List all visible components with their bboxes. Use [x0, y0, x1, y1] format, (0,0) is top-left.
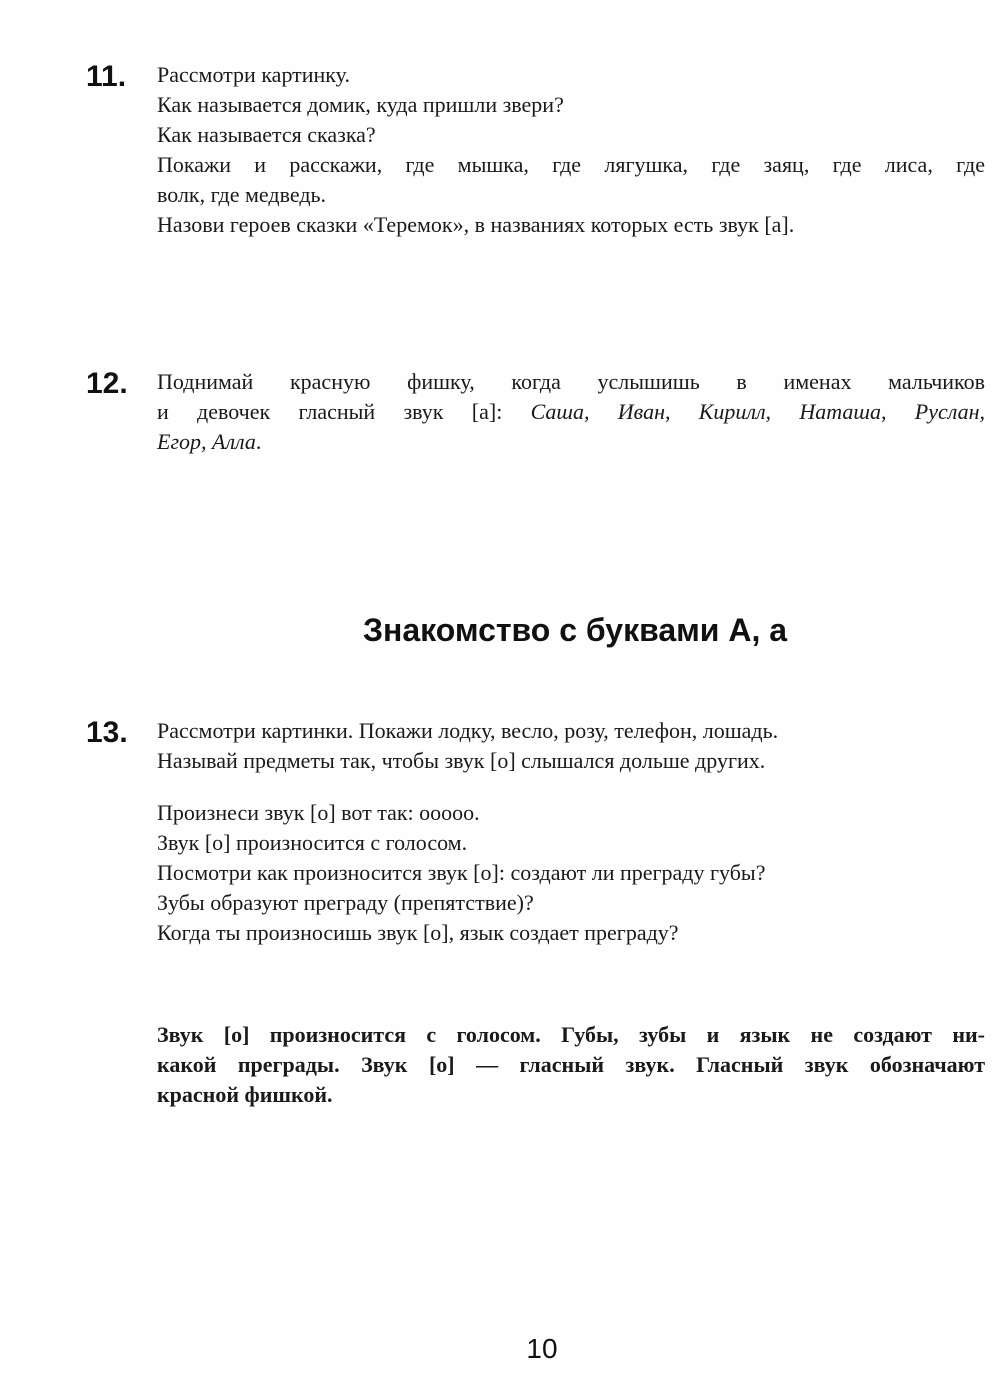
rule-line: Звук [о] произносится с голосом. Губы, зубы и язык не создают ни-: [157, 1022, 985, 1047]
task-number: 11.: [86, 60, 127, 93]
task-line: Поднимай красную фишку, когда услышишь в именах мальчиков: [157, 369, 985, 394]
task-line: Покажи и расскажи, где мышка, где лягушка, где заяц, где лиса, где: [157, 152, 985, 177]
task-line: Как называется сказка?: [157, 122, 376, 147]
question-line: Звук [о] произносится с голосом.: [157, 830, 468, 855]
spacer: [157, 776, 985, 798]
task-number: 12.: [86, 367, 128, 400]
question-line: Произнеси звук [о] вот так: ооооо.: [157, 800, 480, 825]
task-line: Рассмотри картинки. Покажи лодку, весло, розу, телефон, лошадь.: [157, 718, 779, 743]
page-number: 10: [526, 1333, 558, 1364]
task-line: Назови героев сказки «Теремок», в названиях которых есть звук [а].: [157, 212, 795, 237]
task-line: Рассмотри картинку.: [157, 62, 350, 87]
task-line: [157, 397, 985, 427]
task-body: [157, 60, 985, 240]
task-body: [157, 367, 985, 457]
question-line: Посмотри как произносится звук [о]: создают ли преграду губы?: [157, 860, 766, 885]
names-list: Саша, Иван, Кирилл, Наташа, Руслан,: [530, 399, 985, 424]
task-text: .: [255, 429, 262, 454]
rule-line: красной фишкой.: [157, 1082, 333, 1107]
question-line: Зубы образуют преграду (препятствие)?: [157, 890, 534, 915]
task-line: [157, 427, 985, 457]
task-text: и девочек гласный звук [а]:: [157, 399, 531, 424]
task-line: волк, где медведь.: [157, 182, 327, 207]
section-title: Знакомство с буквами А, а: [362, 612, 788, 648]
names-list: Егор, Алла: [157, 429, 256, 454]
rule-line: какой преграды. Звук [о] — гласный звук. Гласный звук обозначают: [157, 1052, 985, 1077]
task-number: 13.: [86, 716, 128, 749]
task-line: Называй предметы так, чтобы звук [о] слышался дольше других.: [157, 748, 766, 773]
question-line: Когда ты произносишь звук [о], язык создает преграду?: [157, 920, 679, 945]
task-line: Как называется домик, куда пришли звери?: [157, 92, 564, 117]
task-body: [157, 716, 985, 1110]
spacer: [157, 948, 985, 1020]
